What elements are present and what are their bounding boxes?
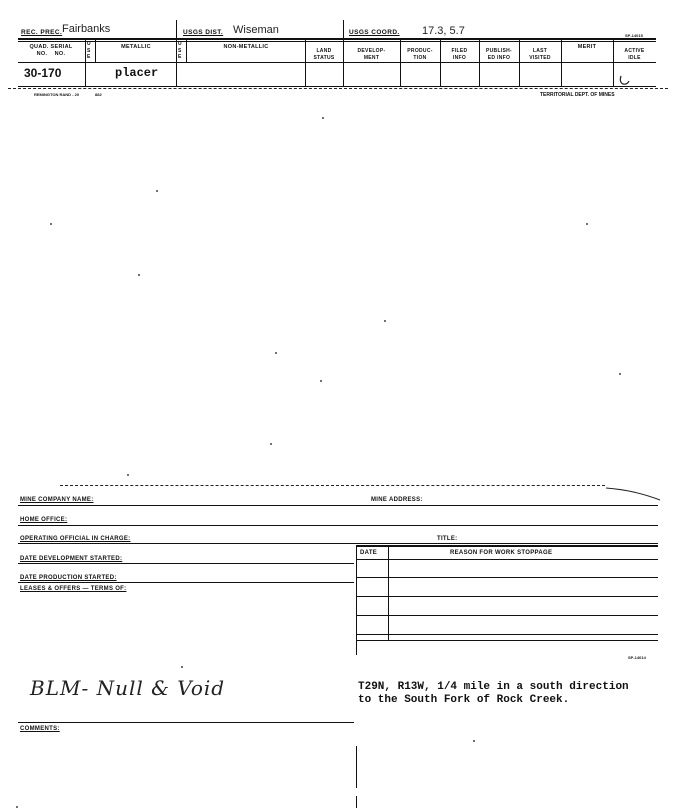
reason-col-header: REASON FOR WORK STOPPAGE	[450, 550, 553, 556]
usgs-dist-label: USGS DIST.	[183, 29, 224, 36]
usgs-coord-value: 17.3, 5.7	[422, 25, 465, 37]
stoppage-left-border	[356, 545, 357, 655]
col-div-1	[85, 38, 86, 86]
cut-line-top	[8, 88, 668, 89]
row-rule-3b	[356, 545, 658, 547]
quad-serial-value: 30-170	[24, 66, 62, 80]
date-col-header: DATE	[360, 550, 378, 556]
title-label: TITLE:	[437, 536, 458, 542]
stoppage-row-2	[356, 596, 658, 597]
col-active-idle: ACTIVE IDLE	[624, 48, 645, 61]
col-non-metallic: NON-METALLIC	[223, 44, 269, 50]
col-div-4	[186, 38, 187, 62]
col-div-8	[440, 38, 441, 86]
noise-dot	[138, 274, 140, 276]
noise-dot	[586, 223, 588, 225]
col-div-3	[176, 20, 177, 86]
left-rule-2	[18, 582, 354, 583]
comments-divider	[356, 746, 357, 788]
col-div-2	[95, 38, 96, 62]
noise-dot	[16, 806, 18, 808]
cut-line-lower	[60, 485, 605, 486]
form-number-bottom: SP-14014	[628, 655, 646, 660]
handwritten-note-text: BLM- Null & Void	[30, 676, 226, 700]
noise-dot	[275, 352, 277, 354]
stoppage-row-5	[356, 640, 658, 641]
noise-dot	[473, 740, 475, 742]
location-line-1: T29N, R13W, 1/4 mile in a south direction	[358, 681, 629, 693]
col-div-9	[479, 38, 480, 86]
record-bottom-rule	[18, 86, 656, 87]
noise-dot	[270, 443, 272, 445]
form-number-top: SP-14015	[625, 33, 643, 38]
comments-rule	[18, 722, 354, 723]
usgs-coord-label: USGS COORD.	[349, 29, 400, 36]
col-metallic: METALLIC	[121, 44, 151, 50]
col-published-info: PUBLISH- ED INFO	[485, 48, 512, 61]
comments-label: COMMENTS:	[20, 726, 60, 732]
noise-dot	[619, 373, 621, 375]
printer-mark: REMINGTON RAND - 20	[34, 92, 80, 97]
operating-official-label: OPERATING OFFICIAL IN CHARGE:	[20, 536, 131, 542]
idle-check-mark	[618, 74, 632, 86]
territorial-dept: TERRITORIAL DEPT. OF MINES	[540, 92, 615, 98]
row-rule-3	[18, 543, 658, 544]
corner-curve	[604, 486, 664, 502]
col-filed-info: FILED INFO	[451, 48, 468, 61]
col-use-right: U S E	[178, 41, 182, 60]
handwritten-note	[30, 676, 225, 700]
col-div-5	[305, 38, 306, 86]
row-rule-1	[18, 505, 658, 506]
printer-code: 882	[95, 92, 102, 97]
stoppage-header-rule	[356, 559, 658, 560]
date-production-label: DATE PRODUCTION STARTED:	[20, 575, 117, 581]
stoppage-row-3	[356, 615, 658, 616]
mine-address-label: MINE ADDRESS:	[371, 497, 423, 503]
noise-dot	[320, 380, 322, 382]
col-development: DEVELOP- MENT	[357, 48, 386, 61]
stoppage-row-1	[356, 577, 658, 578]
col-last-visited: LAST VISITED	[529, 48, 551, 61]
leases-offers-label: LEASES & OFFERS — TERMS OF:	[20, 586, 127, 592]
noise-dot	[50, 223, 52, 225]
mine-company-name-label: MINE COMPANY NAME:	[20, 497, 94, 503]
lower-form	[0, 480, 678, 812]
home-office-label: HOME OFFICE:	[20, 517, 68, 523]
date-development-label: DATE DEVELOPMENT STARTED:	[20, 556, 123, 562]
stoppage-row-4	[356, 634, 658, 635]
metallic-value: placer	[115, 66, 159, 80]
left-rule-1	[18, 563, 354, 564]
usgs-dist-value: Wiseman	[233, 24, 279, 36]
location-line-2: to the South Fork of Rock Creek.	[358, 694, 570, 706]
col-use-left: U S E	[87, 41, 91, 60]
col-div-7	[400, 38, 401, 86]
col-merit: MERIT	[577, 44, 597, 50]
noise-dot	[384, 320, 386, 322]
col-production: PRODUC- TION	[407, 48, 433, 61]
noise-dot	[181, 666, 183, 668]
rec-prec-label: REC. PREC.	[21, 29, 63, 36]
col-land-status: LAND STATUS	[313, 48, 335, 61]
rec-prec-value: Fairbanks	[62, 23, 111, 35]
col-div-12	[613, 38, 614, 86]
col-quad-serial: QUAD. SERIAL NO. NO.	[29, 44, 73, 57]
row-rule-2	[18, 525, 658, 526]
noise-dot	[156, 190, 158, 192]
comments-divider-b	[356, 796, 357, 808]
col-div-10	[519, 38, 520, 86]
top-index-card	[0, 0, 678, 100]
noise-dot	[127, 474, 129, 476]
noise-dot	[322, 117, 324, 119]
